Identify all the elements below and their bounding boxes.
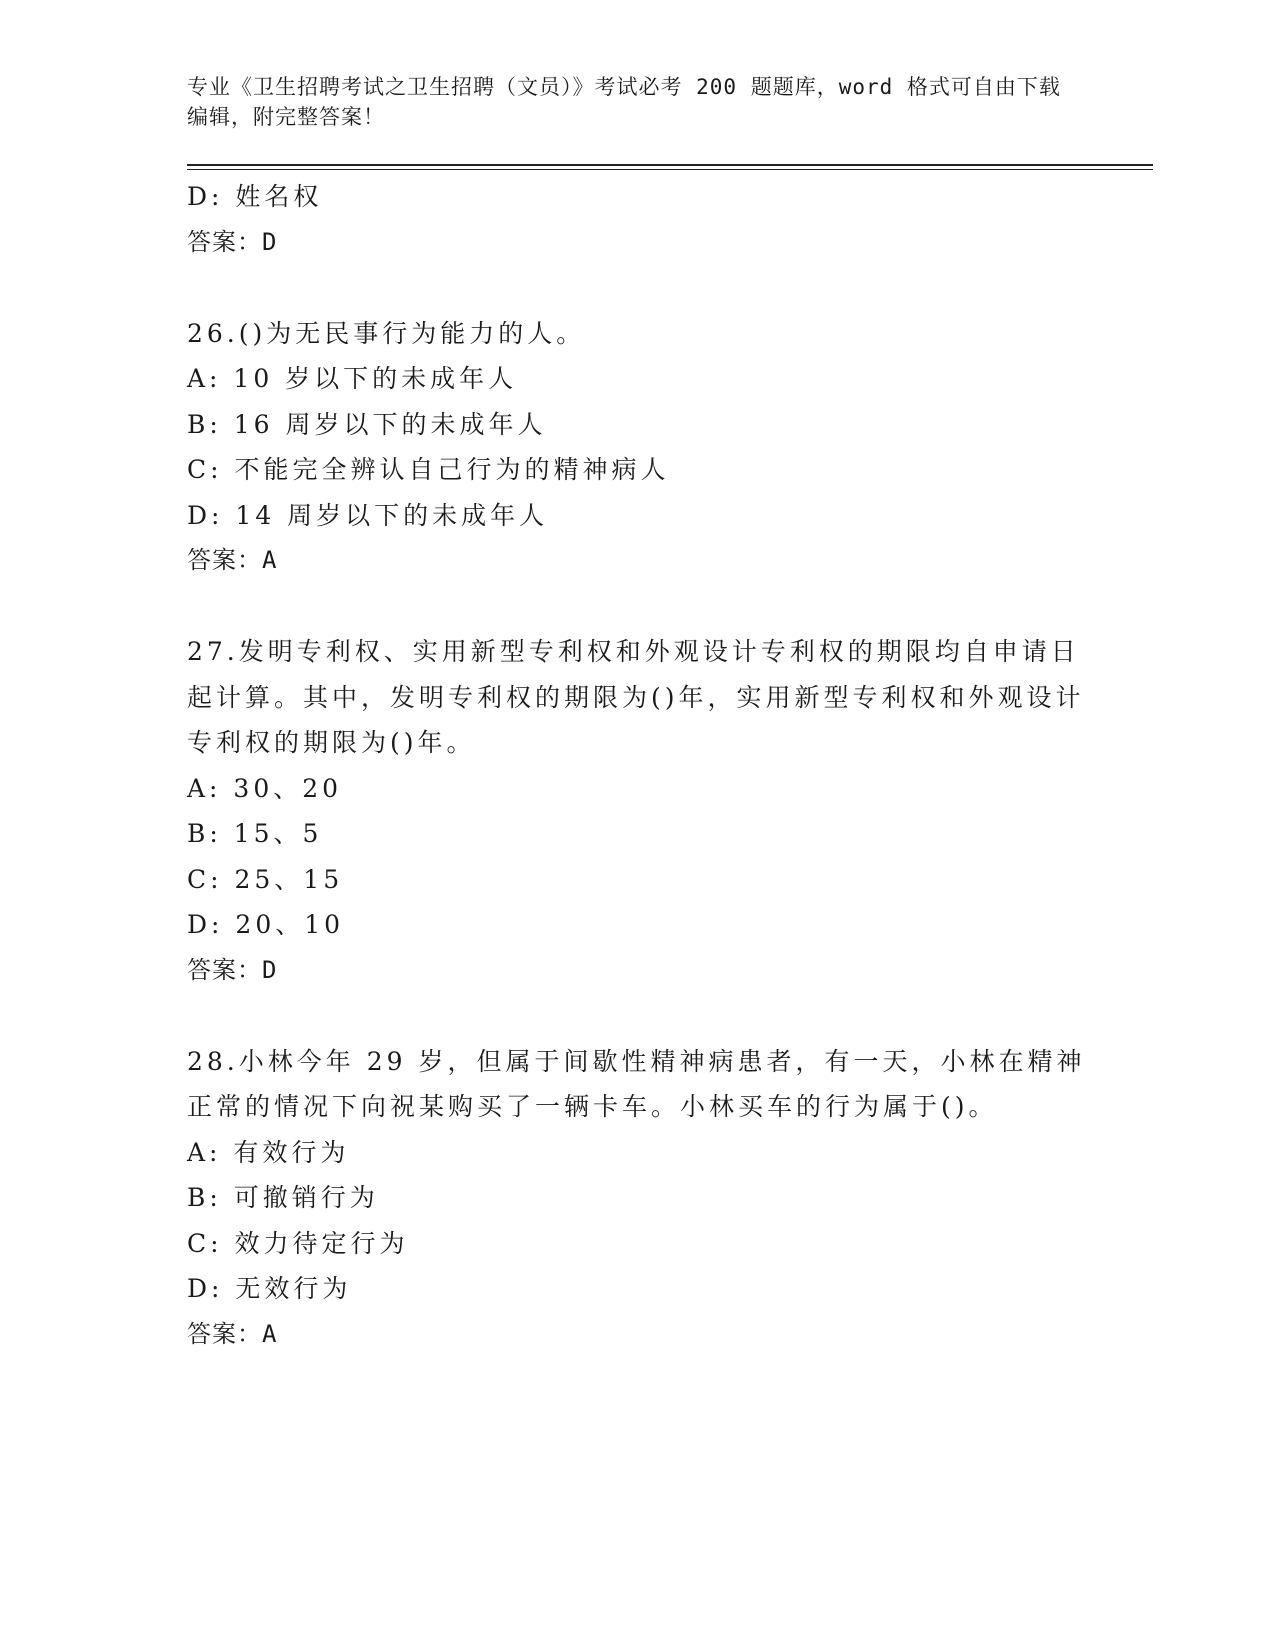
question-text: 28.小林今年 29 岁，但属于间歇性精神病患者，有一天，小林在精神正常的情况下向祝某购买了一辆卡车。小林买车的行为属于()。 [187, 1046, 1086, 1121]
option-a: A: 30、20 [187, 773, 343, 803]
option-c: C: 效力待定行为 [187, 1228, 409, 1258]
option-d: D: 20、10 [187, 910, 345, 939]
option-c: C: 25、15 [187, 864, 344, 894]
option-d: D: 无效行为 [187, 1274, 352, 1303]
document-header: 专业《卫生招聘考试之卫生招聘（文员）》考试必考 200 题题库，word 格式可自由下载编辑，附完整答案！ [187, 75, 1061, 129]
option-d: D: 姓名权 [187, 182, 323, 211]
question-28 [187, 1039, 1147, 1357]
answer-line: 答案：D [187, 227, 278, 256]
question-26 [187, 311, 1147, 584]
option-b: B: 16 周岁以下的未成年人 [187, 409, 547, 439]
option-a: A: 有效行为 [187, 1137, 350, 1167]
question-text: 26.()为无民事行为能力的人。 [187, 318, 586, 348]
answer-line: 答案：A [187, 546, 278, 574]
question-27 [187, 629, 1147, 993]
option-b: B: 可撤销行为 [187, 1183, 379, 1212]
option-c: C: 不能完全辨认自己行为的精神病人 [187, 455, 670, 484]
option-d: D: 14 周岁以下的未成年人 [187, 500, 549, 530]
document-page [187, 72, 1147, 1357]
answer-line: 答案：D [187, 955, 278, 984]
question-text: 27.发明专利权、实用新型专利权和外观设计专利权的期限均自申请日起计算。其中，发明专利权的期限为()年，实用新型专利权和外观设计专利权的期限为()年。 [187, 637, 1085, 757]
option-a: A: 10 岁以下的未成年人 [187, 364, 518, 393]
answer-line: 答案：A [187, 1319, 278, 1348]
header-divider [187, 164, 1153, 170]
option-b: B: 15、5 [187, 819, 323, 848]
